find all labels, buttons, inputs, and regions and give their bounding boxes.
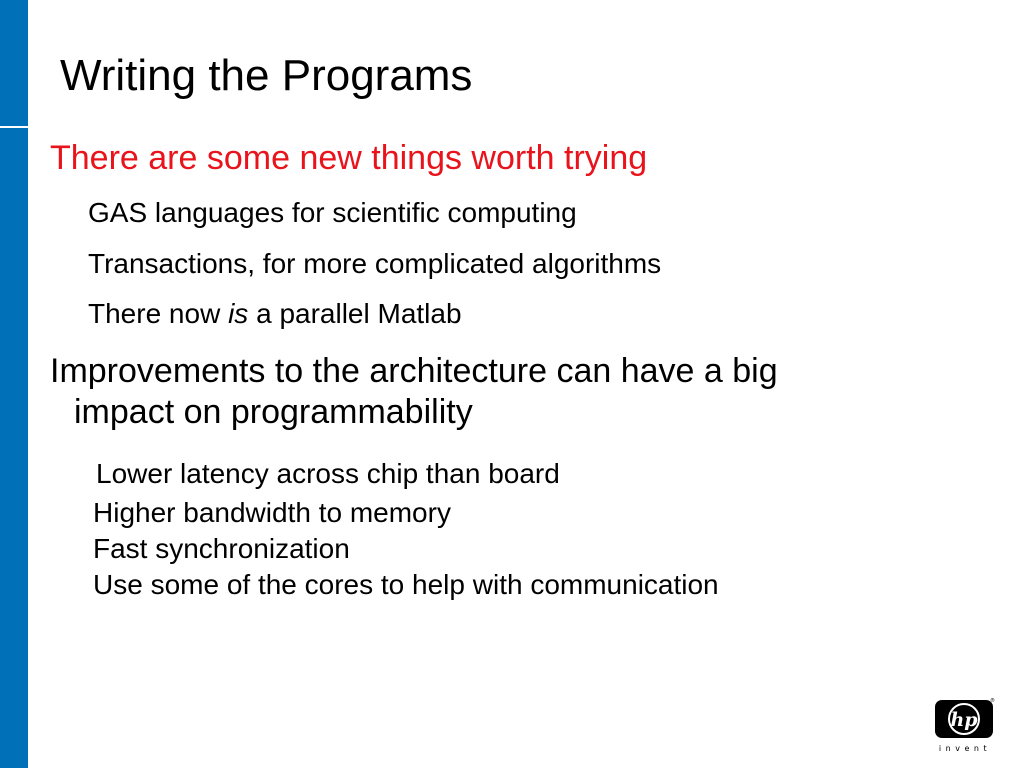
bullet-improvements-line1: Improvements to the architecture can have a big <box>50 352 778 390</box>
registered-mark-icon: ® <box>990 698 995 704</box>
sub-bullet-parallel-matlab <box>88 297 462 331</box>
left-accent-bar <box>0 0 28 768</box>
bullet-improvements-line2: impact on programmability <box>74 393 473 431</box>
title-divider <box>28 126 1024 127</box>
bullet-new-things: There are some new things worth trying <box>50 139 648 177</box>
sub-bullet-higher-bandwidth: Higher bandwidth to memory <box>93 497 451 528</box>
sub-bullet-lower-latency: Lower latency across chip than board <box>96 458 560 489</box>
sub-bullet-fast-sync: Fast synchronization <box>93 533 350 564</box>
matlab-text-after: a parallel Matlab <box>248 298 462 329</box>
hp-logo-tagline: invent <box>938 744 992 753</box>
hp-logo <box>933 697 997 757</box>
matlab-text-before: There now <box>88 298 229 329</box>
matlab-text-emphasis: is <box>228 298 249 329</box>
accent-bar-notch <box>0 126 28 128</box>
sub-bullet-gas-languages: GAS languages for scientific computing <box>88 197 577 228</box>
slide-title: Writing the Programs <box>60 51 473 100</box>
sub-bullet-transactions: Transactions, for more complicated algorithms <box>88 248 662 279</box>
sub-bullet-use-cores: Use some of the cores to help with communication <box>93 569 719 600</box>
hp-logo-mark: hp <box>950 709 978 731</box>
